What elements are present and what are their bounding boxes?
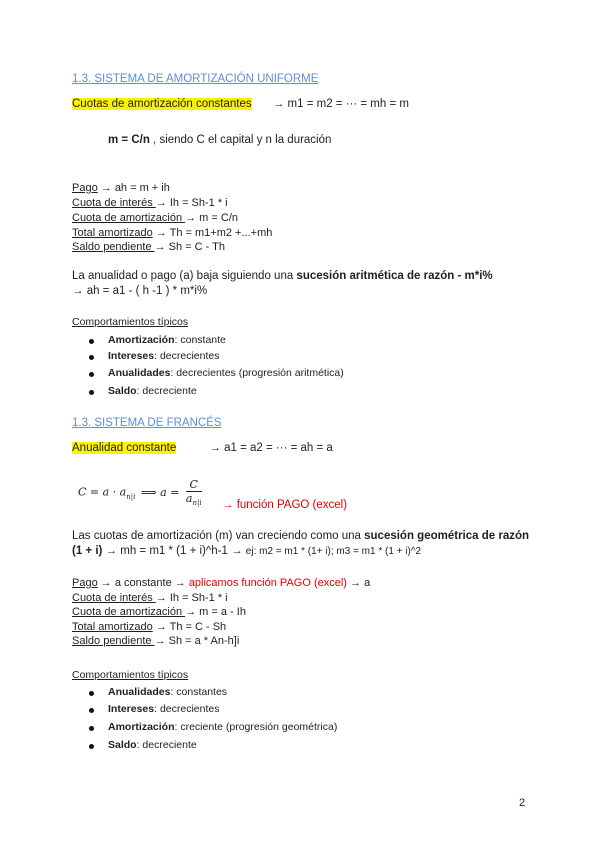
row-label: Saldo pendiente — [72, 635, 155, 647]
anualidad-bold: sucesión aritmética de razón - m*i% — [296, 270, 493, 282]
row-label: Total amortizado — [72, 621, 153, 633]
comportamientos-title-1: Comportamientos típicos — [72, 316, 189, 328]
row-formula: → Sh = C - Th — [154, 241, 225, 253]
bullet-item — [108, 385, 197, 397]
uniforme-row-pago — [72, 182, 170, 194]
section-heading-frances: 1.3. SISTEMA DE FRANCÉS — [72, 417, 222, 429]
bullet-term: Anualidades — [108, 367, 171, 379]
formula-left: C = a · a — [78, 485, 127, 499]
section-heading-uniforme: 1.3. SISTEMA DE AMORTIZACIÓN UNIFORME — [72, 73, 319, 85]
bullet-item — [108, 350, 220, 362]
row-label: Pago — [72, 577, 98, 589]
row-tail: → a — [346, 577, 371, 589]
bullet-item — [108, 739, 197, 751]
highlight-anualidad: Anualidad constante — [72, 442, 177, 454]
cuotas-formula — [72, 545, 421, 557]
row-label: Cuota de interés — [72, 197, 156, 209]
bullet-item — [108, 367, 344, 379]
bullet-desc: : decreciente — [136, 385, 197, 397]
row-formula: → Ih = Sh-1 * i — [155, 592, 228, 604]
uniforme-row-saldo — [72, 241, 225, 253]
formula-fraction — [186, 478, 202, 507]
anualidad-sentence — [72, 270, 493, 282]
cuotas-mh: → mh = m1 * (1 + i)^h-1 → — [102, 545, 246, 557]
bullet-dot — [89, 708, 94, 713]
bullet-desc: : decreciente — [136, 739, 197, 751]
frances-row-interes — [72, 592, 228, 604]
row-label: Saldo pendiente — [72, 241, 155, 253]
bullet-term: Amortización — [108, 334, 175, 346]
uniforme-row-total — [72, 227, 272, 239]
m-formula: m = C/n — [108, 134, 150, 146]
bullet-desc: : constante — [174, 334, 226, 346]
row-label: Cuota de amortización — [72, 606, 186, 618]
cuotas-bold: sucesión geométrica de razón — [364, 530, 530, 542]
anualidad-text: La anualidad o pago (a) baja siguiendo una — [72, 270, 297, 282]
anualidad-relation: → a1 = a2 = ··· = ah = a — [209, 442, 333, 454]
row-formula: → Th = m1+m2 +...+mh — [152, 227, 273, 239]
bullet-term: Intereses — [108, 703, 155, 715]
bullet-term: Amortización — [108, 721, 175, 733]
bullet-dot — [89, 372, 94, 377]
m-definition — [108, 134, 331, 146]
bullet-dot — [89, 744, 94, 749]
page-number: 2 — [519, 797, 526, 809]
bullet-item — [108, 334, 226, 346]
bullet-desc: : decrecientes — [154, 703, 220, 715]
cuotas-ratio: (1 + i) — [72, 545, 103, 557]
uniforme-definition — [72, 98, 409, 110]
cuotas-sentence — [72, 530, 529, 542]
bullet-desc: : constantes — [170, 686, 228, 698]
bullet-desc: : decrecientes — [154, 350, 220, 362]
bullet-term: Saldo — [108, 385, 137, 397]
row-formula: → m = C/n — [185, 212, 238, 224]
funcion-pago-note: → función PAGO (excel) — [222, 499, 348, 511]
m-description: , siendo C el capital y n la duración — [149, 134, 332, 146]
bullet-term: Saldo — [108, 739, 137, 751]
bullet-dot — [89, 355, 94, 360]
row-label: Pago — [72, 182, 98, 194]
row-red-note: aplicamos función PAGO (excel) — [188, 577, 347, 589]
frances-definition — [72, 442, 333, 454]
cuotas-text: Las cuotas de amortización (m) van creciendo como una — [72, 530, 365, 542]
bullet-item — [108, 703, 220, 715]
formula-den-base: a — [185, 492, 193, 505]
row-formula: → Ih = Sh-1 * i — [155, 197, 228, 209]
row-label: Cuota de amortización — [72, 212, 186, 224]
highlight-cuotas: Cuotas de amortización constantes — [72, 98, 252, 110]
formula-sub: n|i — [126, 492, 136, 501]
frances-row-saldo — [72, 635, 239, 647]
valor-actual-formula — [78, 478, 202, 507]
frances-row-amortizacion — [72, 606, 246, 618]
bullet-dot — [89, 390, 94, 395]
bullet-desc: : decrecientes (progresión aritmética) — [170, 367, 344, 379]
bullet-item — [108, 721, 337, 733]
uniforme-row-amortizacion — [72, 212, 238, 224]
frances-row-pago — [72, 577, 370, 589]
frances-row-total — [72, 621, 226, 633]
row-formula: → Th = C - Sh — [152, 621, 227, 633]
anualidad-formula: → ah = a1 - ( h -1 ) * m*i% — [72, 285, 208, 297]
cuotas-relation: → m1 = m2 = ··· = mh = m — [272, 98, 409, 110]
bullet-dot — [89, 339, 94, 344]
row-formula: → a constante → — [97, 577, 189, 589]
formula-denominator — [186, 492, 202, 507]
bullet-dot — [89, 726, 94, 731]
row-formula: → ah = m + ih — [97, 182, 170, 194]
formula-implies: ⟹ a = — [140, 485, 180, 499]
comportamientos-title-2: Comportamientos típicos — [72, 669, 189, 681]
row-label: Cuota de interés — [72, 592, 156, 604]
row-formula: → m = a - Ih — [185, 606, 246, 618]
bullet-item — [108, 686, 227, 698]
row-formula: → Sh = a * An-h]i — [154, 635, 240, 647]
row-label: Total amortizado — [72, 227, 153, 239]
bullet-desc: : creciente (progresión geométrica) — [174, 721, 338, 733]
uniforme-row-interes — [72, 197, 228, 209]
formula-den-sub: n|i — [192, 499, 202, 508]
cuotas-example: ej: m2 = m1 * (1+ i); m3 = m1 * (1 + i)^2 — [245, 546, 422, 557]
bullet-term: Anualidades — [108, 686, 171, 698]
bullet-dot — [89, 691, 94, 696]
bullet-term: Intereses — [108, 350, 155, 362]
formula-numerator: C — [186, 478, 202, 492]
